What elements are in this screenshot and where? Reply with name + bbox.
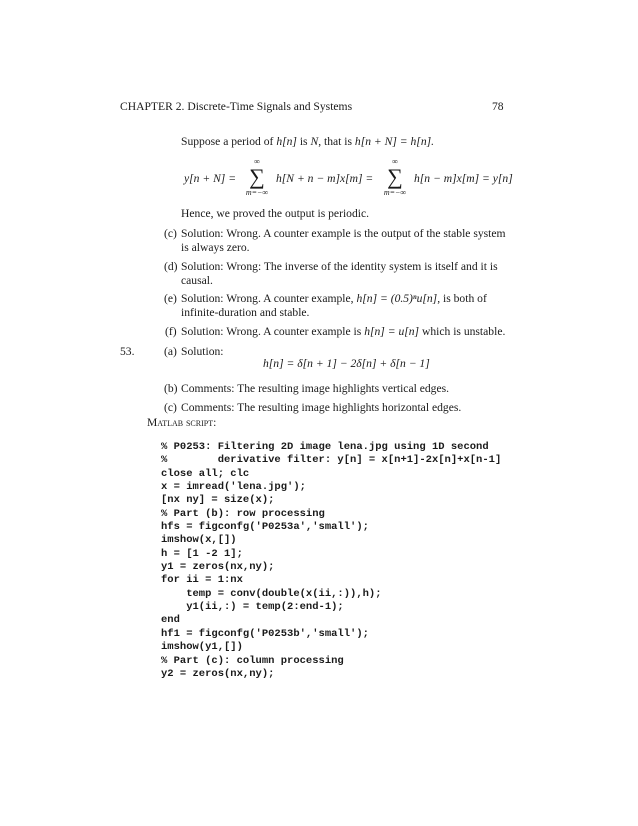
intro-math-h: h[n] [276,135,297,148]
item-c-line1: Solution: Wrong. A counter example is the output of the stable system [181,227,506,240]
code-line: end [161,614,180,627]
item-d-line1: Solution: Wrong: The inverse of the identity system is itself and it is [181,260,498,273]
item-f-line [181,325,505,338]
item-c-line2: is always zero. [181,241,250,254]
intro-math-n: N [310,135,319,148]
item-f-text: which is unstable. [419,325,506,338]
chapter-header: CHAPTER 2. Discrete-Time Signals and Systems [120,100,353,113]
intro-line [181,135,434,148]
item-f-text: Solution: Wrong. A counter example is [181,325,365,338]
sum1-upper-limit: ∞ [254,157,260,166]
item-b-label: (b) [164,382,178,395]
code-line: % Part (c): column processing [161,654,344,667]
code-line: % Part (b): row processing [161,507,325,520]
item-a-label: (a) [164,345,177,358]
intro-text: , that is [318,135,355,148]
page-number: 78 [492,100,504,113]
item-d-label: (d) [164,260,178,273]
code-line: [nx ny] = size(x); [161,494,275,507]
problem-number: 53. [120,345,135,358]
code-line: imshow(x,[]) [161,534,237,547]
code-line: for ii = 1:nx [161,574,243,587]
item-d-line2: causal. [181,274,213,287]
item-e-label: (e) [164,292,177,305]
code-line: hfs = figconfg('P0253a','small'); [161,521,369,534]
item-b-text: Comments: The resulting image highlights vertical edges. [181,382,450,395]
code-line: x = imread('lena.jpg'); [161,481,306,494]
eq-term-2: h[n − m]x[m] = y[n] [414,172,513,185]
intro-text: is [296,135,311,148]
eq-lhs: y[n + N] = [184,172,237,185]
conclusion-text: Hence, we proved the output is periodic. [181,207,370,220]
code-line: temp = conv(double(x(ii,:)),h); [161,587,382,600]
item-e-text: Solution: Wrong. A counter example, [181,292,357,305]
sum1-lower-limit: m=−∞ [245,188,269,197]
item-e-line2: infinite-duration and stable. [181,306,310,319]
item-e-math: h[n] = (0.5)ⁿu[n] [356,292,438,305]
intro-text: Suppose a period of [181,135,277,148]
item-f-label: (f) [165,325,177,338]
summation-1 [240,157,274,197]
intro-math-equation: h[n + N] = h[n]. [354,135,435,148]
code-line: h = [1 -2 1]; [161,547,243,560]
code-line: close all; clc [161,467,250,480]
item-e-text: , is both of [437,292,487,305]
code-line: hf1 = figconfg('P0253b','small'); [161,627,369,640]
code-line: y1 = zeros(nx,ny); [161,561,275,574]
item-c2-label: (c) [164,401,177,414]
code-line: % P0253: Filtering 2D image lena.jpg using 1D second [161,441,489,453]
impulse-response-equation: h[n] = δ[n + 1] − 2δ[n] + δ[n − 1] [263,357,430,370]
summation-2 [378,157,412,197]
sum2-upper-limit: ∞ [392,157,398,166]
item-a-text: Solution: [181,345,224,358]
item-c2-text: Comments: The resulting image highlights horizontal edges. [181,401,462,414]
sum2-lower-limit: m=−∞ [383,188,407,197]
item-c-label: (c) [164,227,177,240]
matlab-script-label: Matlab script: [147,416,217,429]
code-line: y1(ii,:) = temp(2:end-1); [161,601,344,614]
matlab-code-block [161,441,501,681]
code-line: y2 = zeros(nx,ny); [161,667,275,680]
sigma-symbol: ∑ [387,164,403,189]
eq-term-1: h[N + n − m]x[m] = [276,172,374,185]
item-f-math: h[n] = u[n] [364,325,420,338]
item-e-line1 [181,292,487,305]
code-line: % derivative filter: y[n] = x[n+1]-2x[n]+x[n-1] [161,454,502,467]
code-line: imshow(y1,[]) [161,641,243,654]
sigma-symbol: ∑ [249,164,265,189]
